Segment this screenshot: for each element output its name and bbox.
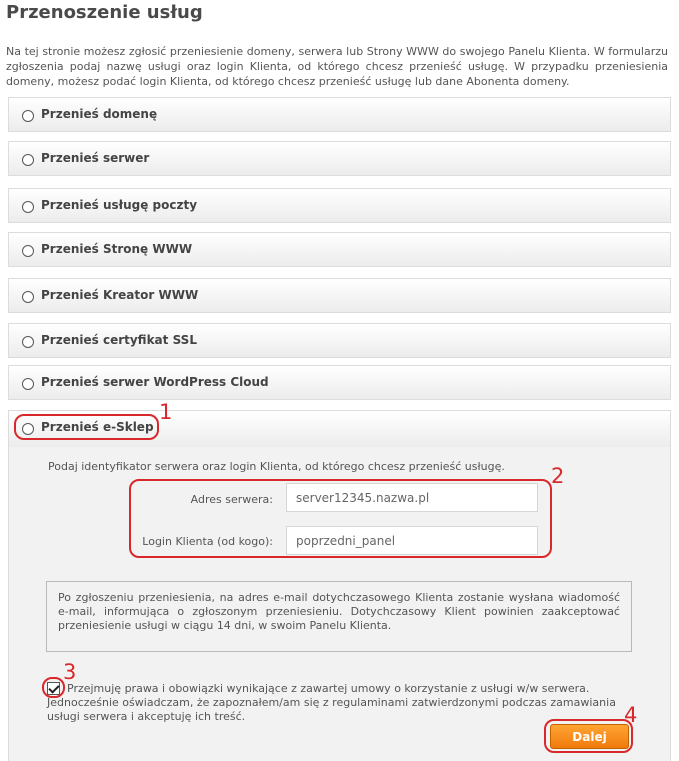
option-transfer-wordpress-cloud[interactable] (8, 365, 671, 400)
option-transfer-eshop[interactable] (9, 411, 670, 447)
consent-text: Przejmuję prawa i obowiązki wynikające z zawartej umowy o korzystanie z usługi w/w serwera. Jednocześnie oświadczam, że zapoznałem/am się z regulaminami zatwierdzonymi podczas zamawiania usługi serwera i akceptuję ich treść. (47, 682, 616, 723)
option-transfer-ssl[interactable] (8, 323, 671, 358)
radio-button[interactable] (22, 201, 34, 213)
option-label: Przenieś usługę poczty (41, 198, 198, 212)
annotation-number-3: 3 (63, 660, 77, 684)
page-title: Przenoszenie usług (6, 2, 203, 23)
option-label: Przenieś certyfikat SSL (41, 333, 197, 347)
next-button[interactable]: Dalej (550, 724, 629, 749)
annotation-number-4: 4 (624, 703, 638, 727)
server-address-input[interactable] (286, 483, 538, 512)
option-label: Przenieś Stronę WWW (41, 242, 193, 256)
client-login-input[interactable] (286, 526, 538, 555)
consent-checkbox[interactable] (47, 682, 60, 695)
option-label: Przenieś serwer (41, 151, 150, 165)
client-login-label: Login Klienta (od kogo): (142, 535, 273, 548)
radio-button-selected[interactable] (22, 423, 34, 435)
radio-button[interactable] (22, 154, 34, 166)
option-label: Przenieś e-Sklep (41, 420, 154, 434)
annotation-number-1: 1 (159, 400, 173, 424)
option-label: Przenieś Kreator WWW (41, 288, 199, 302)
intro-text: Na tej stronie możesz zgłosić przeniesienie domeny, serwera lub Strony WWW do swojego Panelu Klienta. W formularzu zgłoszenia podaj nazwę usługi oraz login Klienta, od którego chcesz przenieść usługę. W przypadku przeniesienia domeny, możesz podać login Klienta, od którego chcesz przenieść usługę lub dane Abonenta domeny. (6, 45, 668, 88)
form-instruction: Podaj identyfikator serwera oraz login Klienta, od którego chcesz przenieść usługę. (48, 460, 505, 473)
option-transfer-mail[interactable] (8, 188, 671, 223)
option-transfer-site-builder[interactable] (8, 278, 671, 313)
option-transfer-website[interactable] (8, 232, 671, 267)
annotation-number-2: 2 (551, 464, 565, 488)
server-address-label: Adres serwera: (190, 493, 273, 506)
option-label: Przenieś serwer WordPress Cloud (41, 375, 269, 389)
transfer-notice: Po zgłoszeniu przeniesienia, na adres e-mail dotychczasowego Klienta zostanie wysłana wiadomość e-mail, informująca o zgłoszonym przeniesieniu. Dotychczasowy Klient powinien zaakceptować przeniesienie usługi w ciągu 14 dni, w swoim Panelu Klienta. (46, 581, 632, 652)
option-transfer-server[interactable] (8, 141, 671, 176)
option-label: Przenieś domenę (41, 107, 158, 121)
radio-button[interactable] (22, 110, 34, 122)
option-transfer-eshop-panel (8, 410, 671, 761)
option-transfer-domain[interactable] (8, 97, 671, 132)
radio-button[interactable] (22, 245, 34, 257)
radio-button[interactable] (22, 291, 34, 303)
radio-button[interactable] (22, 336, 34, 348)
radio-button[interactable] (22, 378, 34, 390)
